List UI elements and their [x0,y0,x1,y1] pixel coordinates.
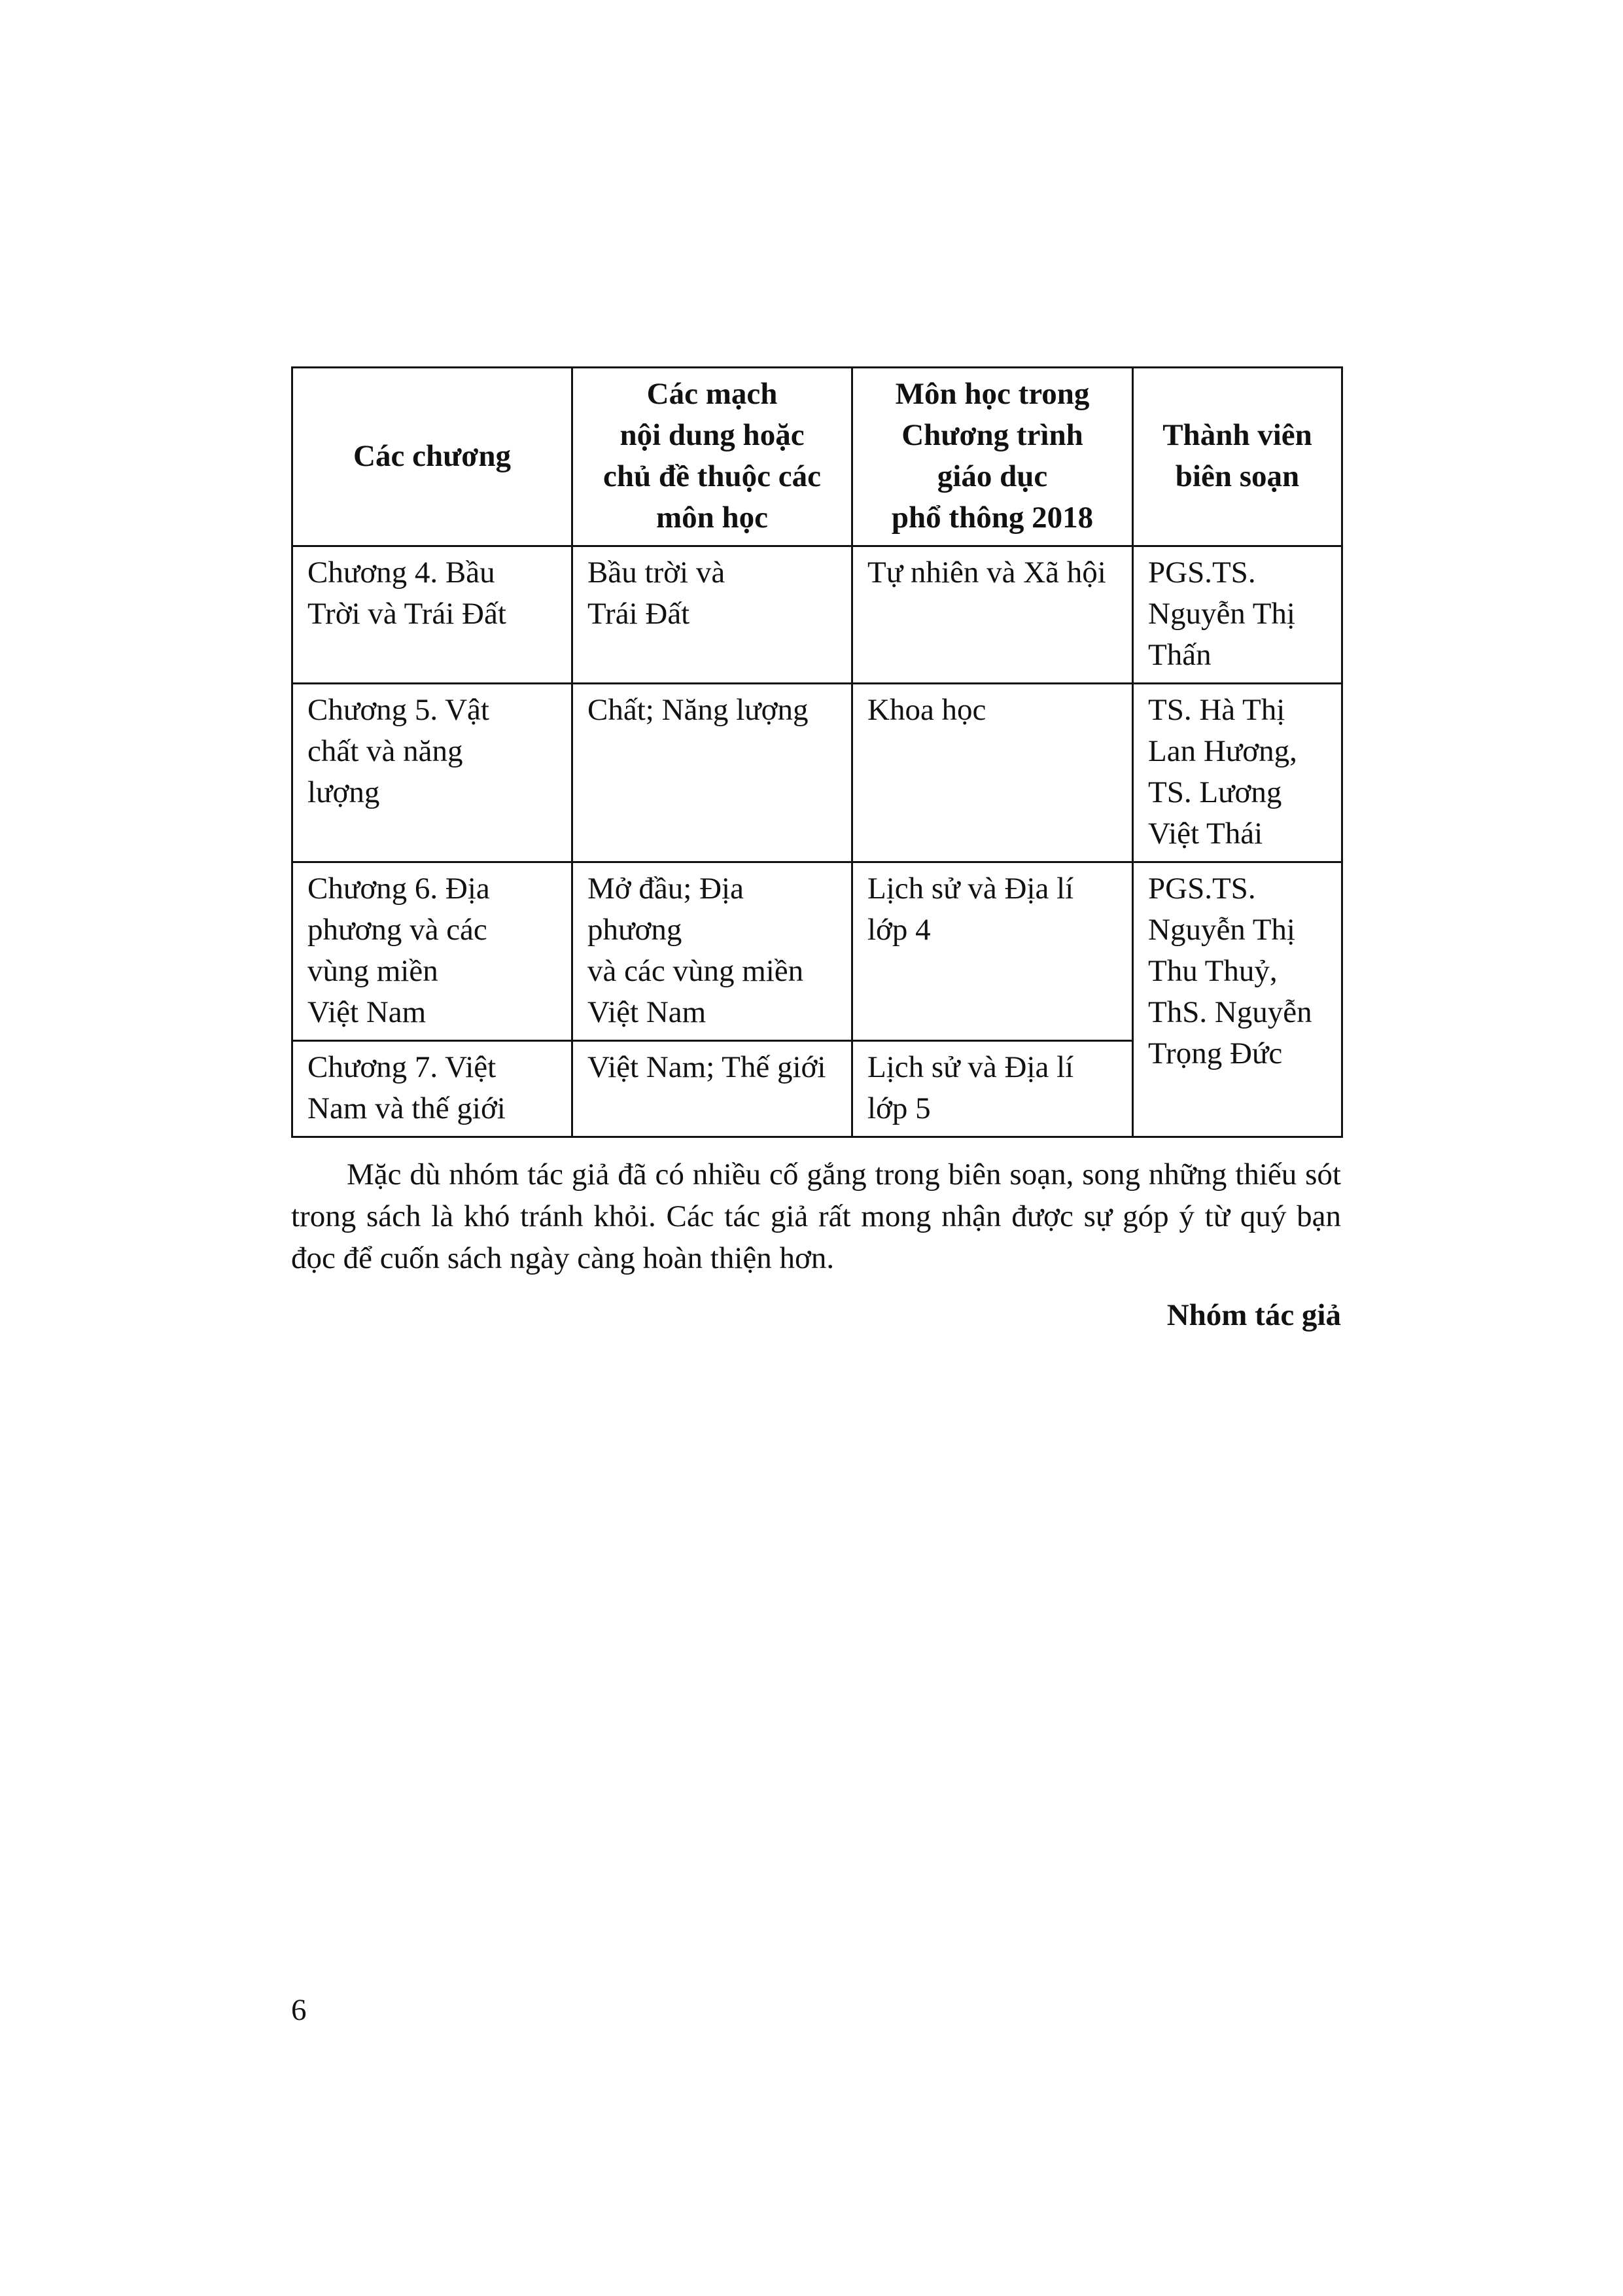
header-members: Thành viên biên soạn [1133,368,1342,546]
cell-subject: Lịch sử và Địa lí lớp 5 [852,1041,1133,1137]
table-row [292,684,1342,862]
closing-paragraph: Mặc dù nhóm tác giả đã có nhiều cố gắng trong biên soạn, song những thiếu sót trong sách là khó tránh khỏi. Các tác giả rất mong nhận được sự góp ý từ quý bạn đọc để cuốn sách ngày càng hoàn thiện hơn. [291,1157,1341,1275]
table-header-row [292,368,1342,546]
header-content-strands: Các mạch nội dung hoặc chủ đề thuộc các môn học [572,368,852,546]
cell-members: PGS.TS. Nguyễn Thị Thu Thuỷ, ThS. Nguyễn Trọng Đức [1133,862,1342,1137]
cell-members: TS. Hà Thị Lan Hương, TS. Lương Việt Thái [1133,684,1342,862]
header-chapters: Các chương [292,368,572,546]
chapters-table [291,366,1343,1138]
author-group-signature: Nhóm tác giả [1166,1298,1341,1332]
page-number: 6 [291,1993,307,2027]
header-subjects: Môn học trong Chương trình giáo dục phổ thông 2018 [852,368,1133,546]
cell-content: Chất; Năng lượng [572,684,852,862]
cell-content: Bầu trời và Trái Đất [572,546,852,684]
table-row [292,546,1342,684]
table-row [292,862,1342,1041]
cell-members: PGS.TS. Nguyễn Thị Thấn [1133,546,1342,684]
cell-content: Mở đầu; Địa phương và các vùng miền Việt Nam [572,862,852,1041]
cell-chapter: Chương 6. Địa phương và các vùng miền Việt Nam [292,862,572,1041]
cell-content: Việt Nam; Thế giới [572,1041,852,1137]
cell-subject: Lịch sử và Địa lí lớp 4 [852,862,1133,1041]
cell-subject: Khoa học [852,684,1133,862]
cell-chapter: Chương 7. Việt Nam và thế giới [292,1041,572,1137]
cell-chapter: Chương 4. Bầu Trời và Trái Đất [292,546,572,684]
cell-subject: Tự nhiên và Xã hội [852,546,1133,684]
cell-chapter: Chương 5. Vật chất và năng lượng [292,684,572,862]
